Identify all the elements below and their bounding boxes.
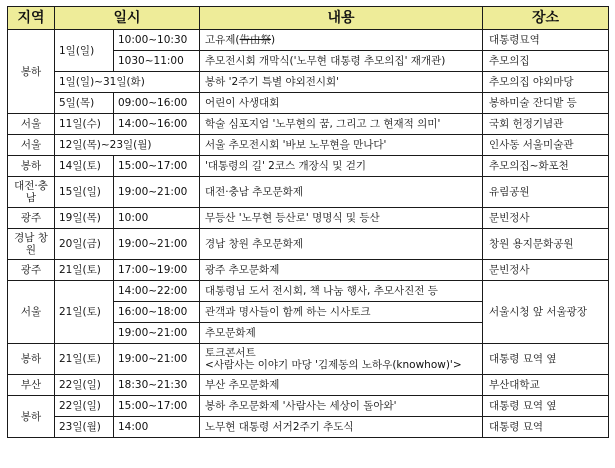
content-line: 토크콘서트 xyxy=(205,347,256,359)
table-row xyxy=(8,260,609,281)
time-cell: 17:00~19:00 xyxy=(114,260,200,281)
content-cell: 부산 추모문화제 xyxy=(200,375,483,396)
table-row xyxy=(8,30,609,51)
time-cell: 15:00~17:00 xyxy=(114,396,200,417)
place-cell: 추모의집~화포천 xyxy=(483,156,609,177)
place-cell: 대통령 묘역 옆 xyxy=(483,344,609,375)
place-cell: 대통령 묘역 옆 xyxy=(483,396,609,417)
place-cell: 서울시청 앞 서울광장 xyxy=(483,281,609,344)
region-cell: 부산 xyxy=(8,375,55,396)
content-text: ) xyxy=(271,34,276,46)
region-cell: 서울 xyxy=(8,114,55,135)
time-cell: 10:00 xyxy=(114,208,200,229)
time-cell: 14:00~22:00 xyxy=(114,281,200,302)
time-cell: 16:00~18:00 xyxy=(114,302,200,323)
table-row xyxy=(8,177,609,208)
date-cell: 22일(일) xyxy=(55,396,114,417)
content-cell: 추모전시회 개막식('노무현 대통령 추모의집' 재개관) xyxy=(200,51,483,72)
region-cell: 광주 xyxy=(8,260,55,281)
content-cell: 무등산 '노무현 등산로' 명명식 및 등산 xyxy=(200,208,483,229)
content-strikethrough-text: 告由祭 xyxy=(239,34,272,46)
place-cell: 추모의집 xyxy=(483,51,609,72)
table-row xyxy=(8,114,609,135)
date-cell: 1일(일) xyxy=(55,30,114,72)
content-cell: 추모문화제 xyxy=(200,323,483,344)
content-cell: 노무현 대통령 서거2주기 추도식 xyxy=(200,417,483,438)
region-cell: 경남 창원 xyxy=(8,229,55,260)
region-cell: 봉하 xyxy=(8,396,55,438)
region-cell: 봉하 xyxy=(8,344,55,375)
content-cell: 경남 창원 추모문화제 xyxy=(200,229,483,260)
place-cell: 부산대학교 xyxy=(483,375,609,396)
table-row xyxy=(8,417,609,438)
region-cell: 서울 xyxy=(8,281,55,344)
content-cell: 대통령님 도서 전시회, 책 나눔 행사, 추모사진전 등 xyxy=(200,281,483,302)
time-cell: 14:00~16:00 xyxy=(114,114,200,135)
date-cell: 15일(일) xyxy=(55,177,114,208)
table-row xyxy=(8,93,609,114)
header-region: 지역 xyxy=(8,7,55,30)
content-cell: 봉하 '2주기 특별 야외전시회' xyxy=(200,72,483,93)
place-cell: 대통령묘역 xyxy=(483,30,609,51)
region-cell: 봉하 xyxy=(8,156,55,177)
date-cell: 21일(토) xyxy=(55,281,114,344)
date-cell: 14일(토) xyxy=(55,156,114,177)
date-cell: 23일(월) xyxy=(55,417,114,438)
time-cell: 19:00~21:00 xyxy=(114,177,200,208)
time-cell: 09:00~16:00 xyxy=(114,93,200,114)
date-cell: 12일(목)~23일(월) xyxy=(55,135,200,156)
date-cell: 22일(일) xyxy=(55,375,114,396)
date-cell: 21일(토) xyxy=(55,344,114,375)
content-cell: 어린이 사생대회 xyxy=(200,93,483,114)
region-cell: 광주 xyxy=(8,208,55,229)
content-cell: 봉하 추모문화제 '사람사는 세상이 돌아와' xyxy=(200,396,483,417)
table-row xyxy=(8,72,609,93)
table-row xyxy=(8,156,609,177)
time-cell: 15:00~17:00 xyxy=(114,156,200,177)
table-row xyxy=(8,208,609,229)
region-cell: 봉하 xyxy=(8,30,55,114)
time-cell: 19:00~21:00 xyxy=(114,323,200,344)
place-cell: 유림공원 xyxy=(483,177,609,208)
content-cell xyxy=(200,344,483,375)
content-cell: 광주 추모문화제 xyxy=(200,260,483,281)
content-cell: 대전·충남 추모문화제 xyxy=(200,177,483,208)
table-row xyxy=(8,229,609,260)
place-cell: 문빈정사 xyxy=(483,208,609,229)
place-cell: 문빈정사 xyxy=(483,260,609,281)
content-cell: 관객과 명사들이 함께 하는 시사토크 xyxy=(200,302,483,323)
header-schedule: 일시 xyxy=(55,7,200,30)
event-schedule-table xyxy=(7,6,609,438)
time-cell: 14:00 xyxy=(114,417,200,438)
time-cell: 19:00~21:00 xyxy=(114,229,200,260)
content-cell: 서울 추모전시회 '바보 노무현을 만나다' xyxy=(200,135,483,156)
table-row xyxy=(8,281,609,302)
content-cell: 학술 심포지엄 '노무현의 꿈, 그리고 그 현재적 의미' xyxy=(200,114,483,135)
schedule-table-wrapper xyxy=(7,6,609,438)
header-row xyxy=(8,7,609,30)
table-row xyxy=(8,375,609,396)
place-cell: 국회 헌정기념관 xyxy=(483,114,609,135)
date-cell: 1일(일)~31일(화) xyxy=(55,72,200,93)
region-cell: 대전·충남 xyxy=(8,177,55,208)
place-cell: 대통령 묘역 xyxy=(483,417,609,438)
date-cell: 19일(목) xyxy=(55,208,114,229)
time-cell: 10:00~10:30 xyxy=(114,30,200,51)
date-cell: 20일(금) xyxy=(55,229,114,260)
date-cell: 11일(수) xyxy=(55,114,114,135)
header-content: 내용 xyxy=(200,7,483,30)
table-row xyxy=(8,396,609,417)
date-cell: 5일(목) xyxy=(55,93,114,114)
place-cell: 인사동 서울미술관 xyxy=(483,135,609,156)
table-row xyxy=(8,344,609,375)
header-place: 장소 xyxy=(483,7,609,30)
date-cell: 21일(토) xyxy=(55,260,114,281)
region-cell: 서울 xyxy=(8,135,55,156)
time-cell: 19:00~21:00 xyxy=(114,344,200,375)
place-cell: 추모의집 야외마당 xyxy=(483,72,609,93)
content-cell: '대통령의 길' 2코스 개장식 및 걷기 xyxy=(200,156,483,177)
content-text: 고유제( xyxy=(205,34,240,46)
place-cell: 봉하미술 잔디밭 등 xyxy=(483,93,609,114)
place-cell: 창원 용지문화공원 xyxy=(483,229,609,260)
content-cell xyxy=(200,30,483,51)
time-cell: 18:30~21:30 xyxy=(114,375,200,396)
time-cell: 1030~11:00 xyxy=(114,51,200,72)
table-row xyxy=(8,135,609,156)
content-line: <사람사는 이야기 마당 '김제동의 노하우(knowhow)'> xyxy=(205,359,462,371)
